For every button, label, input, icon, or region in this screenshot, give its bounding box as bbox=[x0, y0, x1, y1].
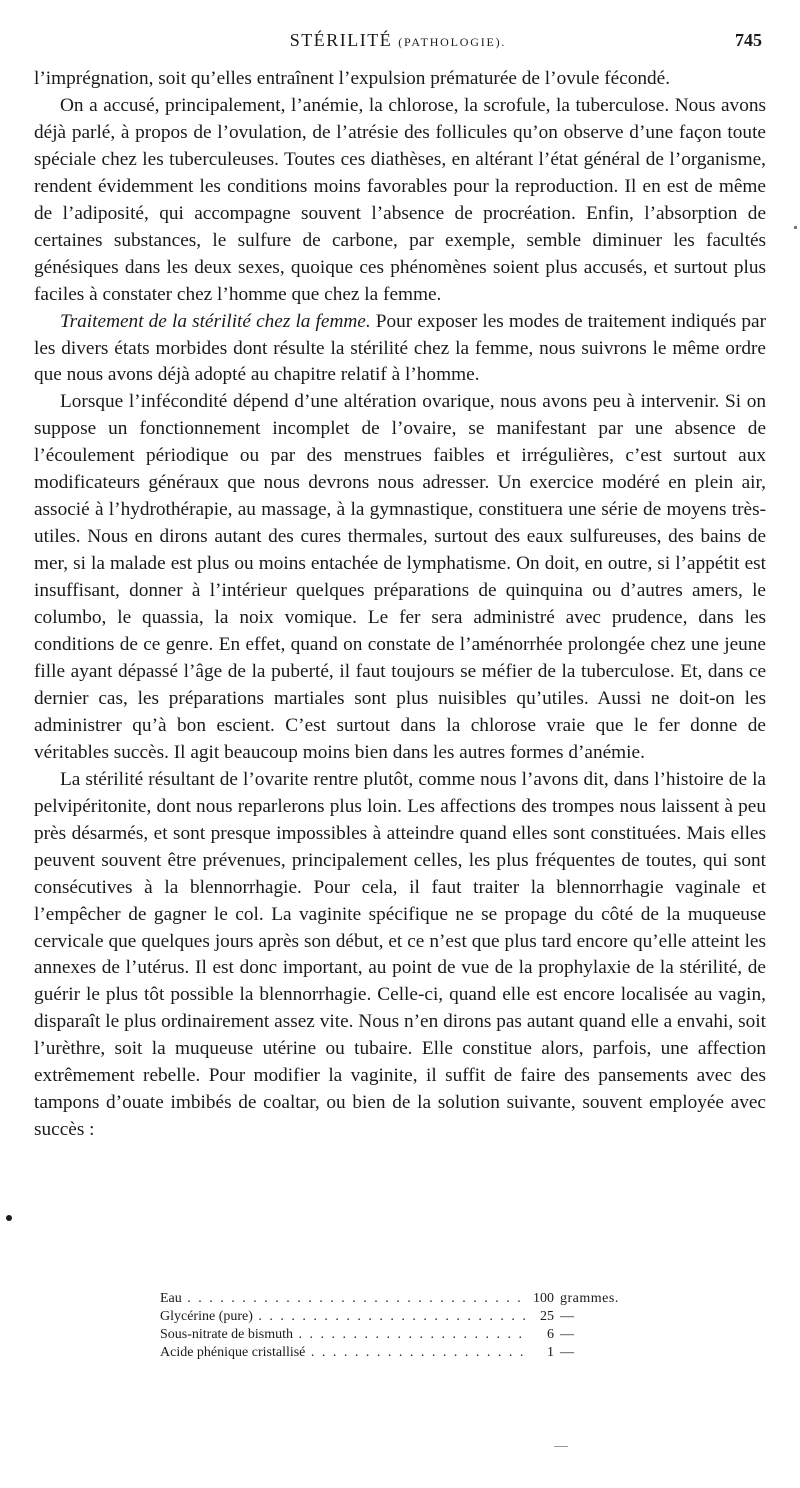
recipe-row bbox=[160, 1290, 660, 1308]
running-title bbox=[34, 30, 762, 51]
recipe-ingredient: Acide phénique cristallisé . . . bbox=[160, 1344, 526, 1362]
recipe-row bbox=[160, 1344, 660, 1362]
running-title-main: STÉRILITÉ bbox=[289, 30, 393, 50]
paragraph-text: On a accusé, principalement, l’anémie, la chlorose, la scrofule, la tuberculose. Nous avons déjà parlé, à propos de l’ovulation, de l’atrésie des follicules qu’on observe d’une façon toute spéciale chez les tuberculeuses. Toutes ces diathèses, en altérant l’état général de l’organisme, rendent évidemment les conditions moins favorables pour la reproduction. Il en est de même de l’adiposité, qui accompagne souvent l’absence de procréation. Enfin, l’absorption de certaines substances, le sulfure de carbone, par exemple, semble diminuer les facultés génésiques dans les deux sexes, quoique ces phénomènes soient plus accusés, et surtout plus faciles à constater chez l’homme que chez la femme. bbox=[34, 94, 766, 305]
running-title-subtitle: (PATHOLOGIE). bbox=[398, 35, 507, 49]
paragraph-causes bbox=[34, 93, 766, 309]
paragraph-text: La stérilité résultant de l’ovarite rentre plutôt, comme nous l’avons dit, dans l’histoire de la pelvipéritonite, dont nous reparlerons plus loin. Les affections des trompes nous laissent à peu près désarmés, et sont presque impossibles à atteindre quand elles sont constituées. Mais elles peuvent souvent être prévenues, principalement celles, les plus fréquentes de toutes, qui sont consécutives à la blennorrhagie. Pour cela, il faut traiter la blennorrhagie vaginale et l’empêcher de gagner le col. La vaginite spécifique ne se propage du côté de la muqueuse cervicale que quelques jours après son début, et ce n’est que plus tard encore qu’elle atteint les annexes de l’utérus. Il est donc important, au point de vue de la prophylaxie de la stérilité, de guérir le plus tôt possible la blennorrhagie. Celle-ci, quand elle est encore localisée au vagin, disparaît le plus ordinairement assez vite. Nous n’en dirons pas autant quand elle a envahi, soit l’urèthre, soit la muqueuse utérine ou tubaire. Elle constitue alors, parfois, une affection extrêmement rebelle. Pour modifier la vaginite, il suffit de faire des pansements avec des tampons d’ouate imbibés de coaltar, ou bien de la solution suivante, souvent employée avec succès : bbox=[34, 768, 766, 1141]
margin-dot-mark bbox=[6, 1215, 12, 1221]
recipe-unit: — bbox=[560, 1309, 575, 1324]
paragraph-ovaritis bbox=[34, 767, 766, 1144]
recipe-ingredient: Sous-nitrate de bismuth . . . bbox=[160, 1326, 526, 1344]
paragraph-text: Lorsque l’infécondité dépend d’une altération ovarique, nous avons peu à intervenir. Si on suppose un fonctionnement incomplet de l’ovaire, se manifestant par une absence de l’écoulement périodique ou par des menstrues faibles et irrégulières, c’est surtout aux modificateurs généraux que nous devrons nous adresser. Un exercice modéré en plein air, associé à l’hydrothérapie, au massage, à la gymnastique, constituera une série de moyens très-utiles. Nous en dirons autant des cures thermales, surtout des eaux sulfureuses, des bains de mer, si la malade est plus ou moins entachée de lymphatisme. On doit, en outre, si l’appétit est insuffisant, donner à l’intérieur quelques préparations de quinquina ou d’autres amers, le columbo, le quassia, la noix vomique. Le fer sera administré avec prudence, dans les conditions de ce genre. En effet, quand on constate de l’aménorrhée prolongée chez une jeune fille ayant dépassé l’âge de la puberté, il faut toujours se méfier de la tuberculose. Et, dans ce dernier cas, les préparations martiales sont plus nuisibles qu’utiles. Aussi ne doit-on les administrer qu’à bon escient. C’est surtout dans la chlorose vraie que le fer donne de véritables succès. Il agit beaucoup moins bien dans les autres formes d’anémie. bbox=[34, 391, 766, 763]
paragraph-continuation bbox=[34, 66, 766, 93]
paragraph-text: l’imprégnation, soit qu’elles entraînent l’expulsion prématurée de l’ovule fécondé. bbox=[34, 68, 671, 89]
recipe-ingredient: Glycérine (pure) . . . bbox=[160, 1308, 526, 1326]
recipe-unit: — bbox=[560, 1345, 575, 1360]
recipe-quantity: 25 bbox=[540, 1309, 554, 1324]
recipe-unit: grammes. bbox=[560, 1291, 619, 1306]
running-head bbox=[34, 30, 762, 54]
paragraph-text: Pour exposer les modes de traitement indiqués par les divers états morbides dont résulte la stérilité chez la femme, nous suivrons le même ordre que nous avons déjà adopté au chapitre relatif à l’homme. bbox=[34, 310, 766, 386]
recipe-table bbox=[160, 1290, 660, 1362]
recipe-row bbox=[160, 1326, 660, 1344]
recipe-quantity: 100 bbox=[533, 1291, 554, 1306]
recipe-row bbox=[160, 1308, 660, 1326]
paragraph-ovarian bbox=[34, 389, 766, 766]
recipe-ingredient: Eau . . . bbox=[160, 1290, 526, 1308]
section-heading-italic: Traitement de la stérilité chez la femme. bbox=[60, 310, 371, 332]
margin-speck-mark bbox=[794, 226, 797, 229]
footer-rule-mark bbox=[554, 1446, 568, 1447]
recipe-quantity: 6 bbox=[547, 1327, 554, 1342]
page-number: 745 bbox=[735, 30, 762, 50]
body-text bbox=[34, 66, 766, 1144]
recipe-quantity: 1 bbox=[547, 1345, 554, 1360]
recipe-unit: — bbox=[560, 1327, 575, 1342]
paragraph-treatment-intro bbox=[34, 309, 766, 390]
